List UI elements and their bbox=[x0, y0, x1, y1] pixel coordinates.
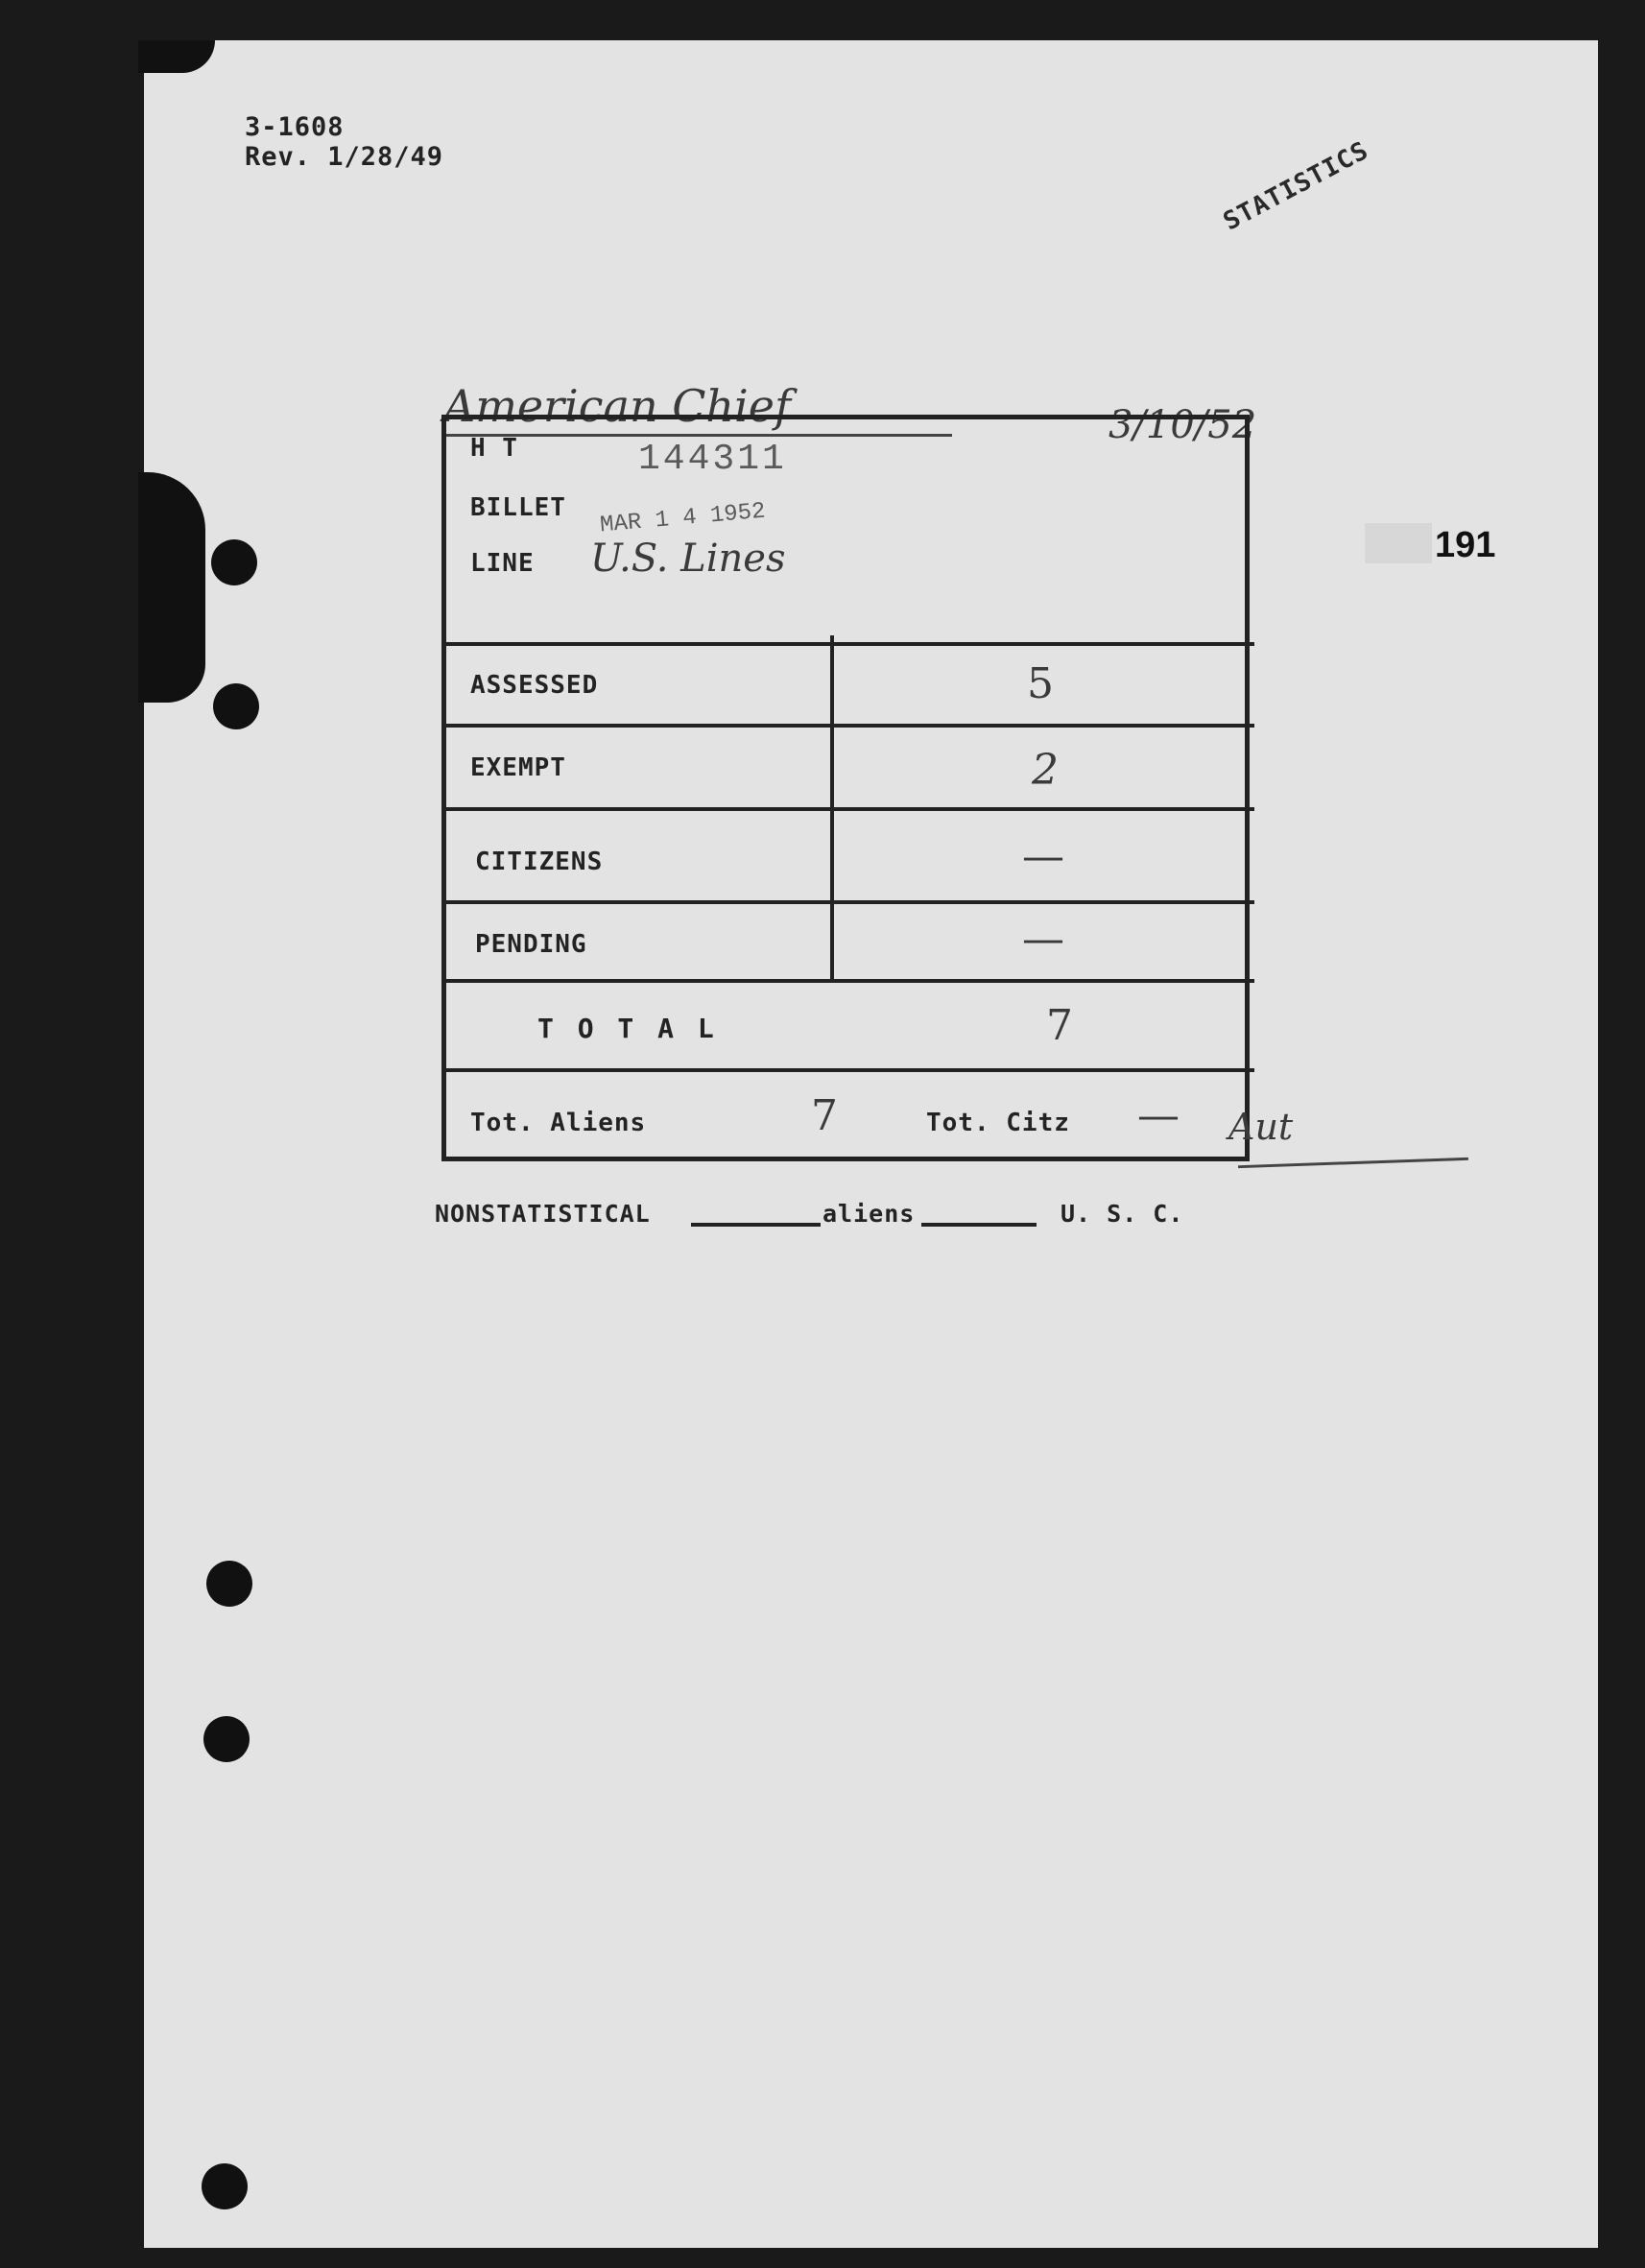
citizens-value: — bbox=[1022, 832, 1064, 881]
nonstatistical-label: NONSTATISTICAL bbox=[435, 1200, 651, 1228]
tot-aliens-value: 7 bbox=[811, 1091, 838, 1140]
punch-hole bbox=[202, 2163, 248, 2209]
billet-stamp: MAR 1 4 1952 bbox=[599, 498, 767, 539]
initials: Aut bbox=[1228, 1106, 1294, 1148]
vessel-name: American Chief bbox=[443, 380, 791, 432]
nonstatistical-blank bbox=[691, 1223, 821, 1227]
form-number: 3-1608 bbox=[245, 112, 345, 142]
ht-number: 144311 bbox=[638, 439, 787, 480]
pending-label: PENDING bbox=[475, 930, 587, 959]
ht-label: H T bbox=[470, 434, 518, 463]
total-value: 7 bbox=[1046, 1001, 1073, 1050]
assessed-label: ASSESSED bbox=[470, 671, 599, 700]
form-revision: Rev. 1/28/49 bbox=[245, 142, 444, 172]
line-label: LINE bbox=[470, 549, 535, 578]
divider bbox=[446, 807, 1254, 811]
torn-edge bbox=[138, 40, 215, 73]
tot-aliens-label: Tot. Aliens bbox=[470, 1109, 647, 1137]
page-number: 191 bbox=[1435, 525, 1496, 565]
divider bbox=[446, 979, 1254, 983]
aliens-label: aliens bbox=[822, 1200, 916, 1228]
tot-citz-label: Tot. Citz bbox=[926, 1109, 1070, 1137]
document-page bbox=[144, 40, 1598, 2248]
divider bbox=[446, 642, 1254, 646]
ship-date: 3/10/52 bbox=[1109, 403, 1257, 447]
citizens-label: CITIZENS bbox=[475, 848, 604, 876]
exempt-label: EXEMPT bbox=[470, 753, 566, 782]
aliens-blank bbox=[921, 1223, 1037, 1227]
torn-edge bbox=[138, 472, 205, 703]
divider bbox=[446, 724, 1254, 728]
billet-label: BILLET bbox=[470, 493, 566, 522]
page-number-strike bbox=[1365, 523, 1432, 563]
divider bbox=[446, 900, 1254, 904]
usc-label: U. S. C. bbox=[1061, 1200, 1184, 1228]
punch-hole bbox=[203, 1716, 250, 1762]
exempt-value: 2 bbox=[1032, 746, 1059, 795]
divider bbox=[446, 1068, 1254, 1072]
punch-hole bbox=[206, 1561, 252, 1607]
total-label: T O T A L bbox=[537, 1013, 718, 1044]
punch-hole bbox=[213, 683, 259, 729]
pending-value: — bbox=[1022, 915, 1064, 964]
assessed-value: 5 bbox=[1027, 659, 1054, 708]
initials-underline bbox=[1238, 1158, 1468, 1168]
tot-citz-value: — bbox=[1137, 1091, 1180, 1140]
statistics-form bbox=[441, 415, 1250, 1161]
statistics-stamp: STATISTICS bbox=[1219, 135, 1374, 237]
column-divider bbox=[830, 635, 834, 981]
punch-hole bbox=[211, 539, 257, 585]
line-value: U.S. Lines bbox=[590, 537, 786, 581]
